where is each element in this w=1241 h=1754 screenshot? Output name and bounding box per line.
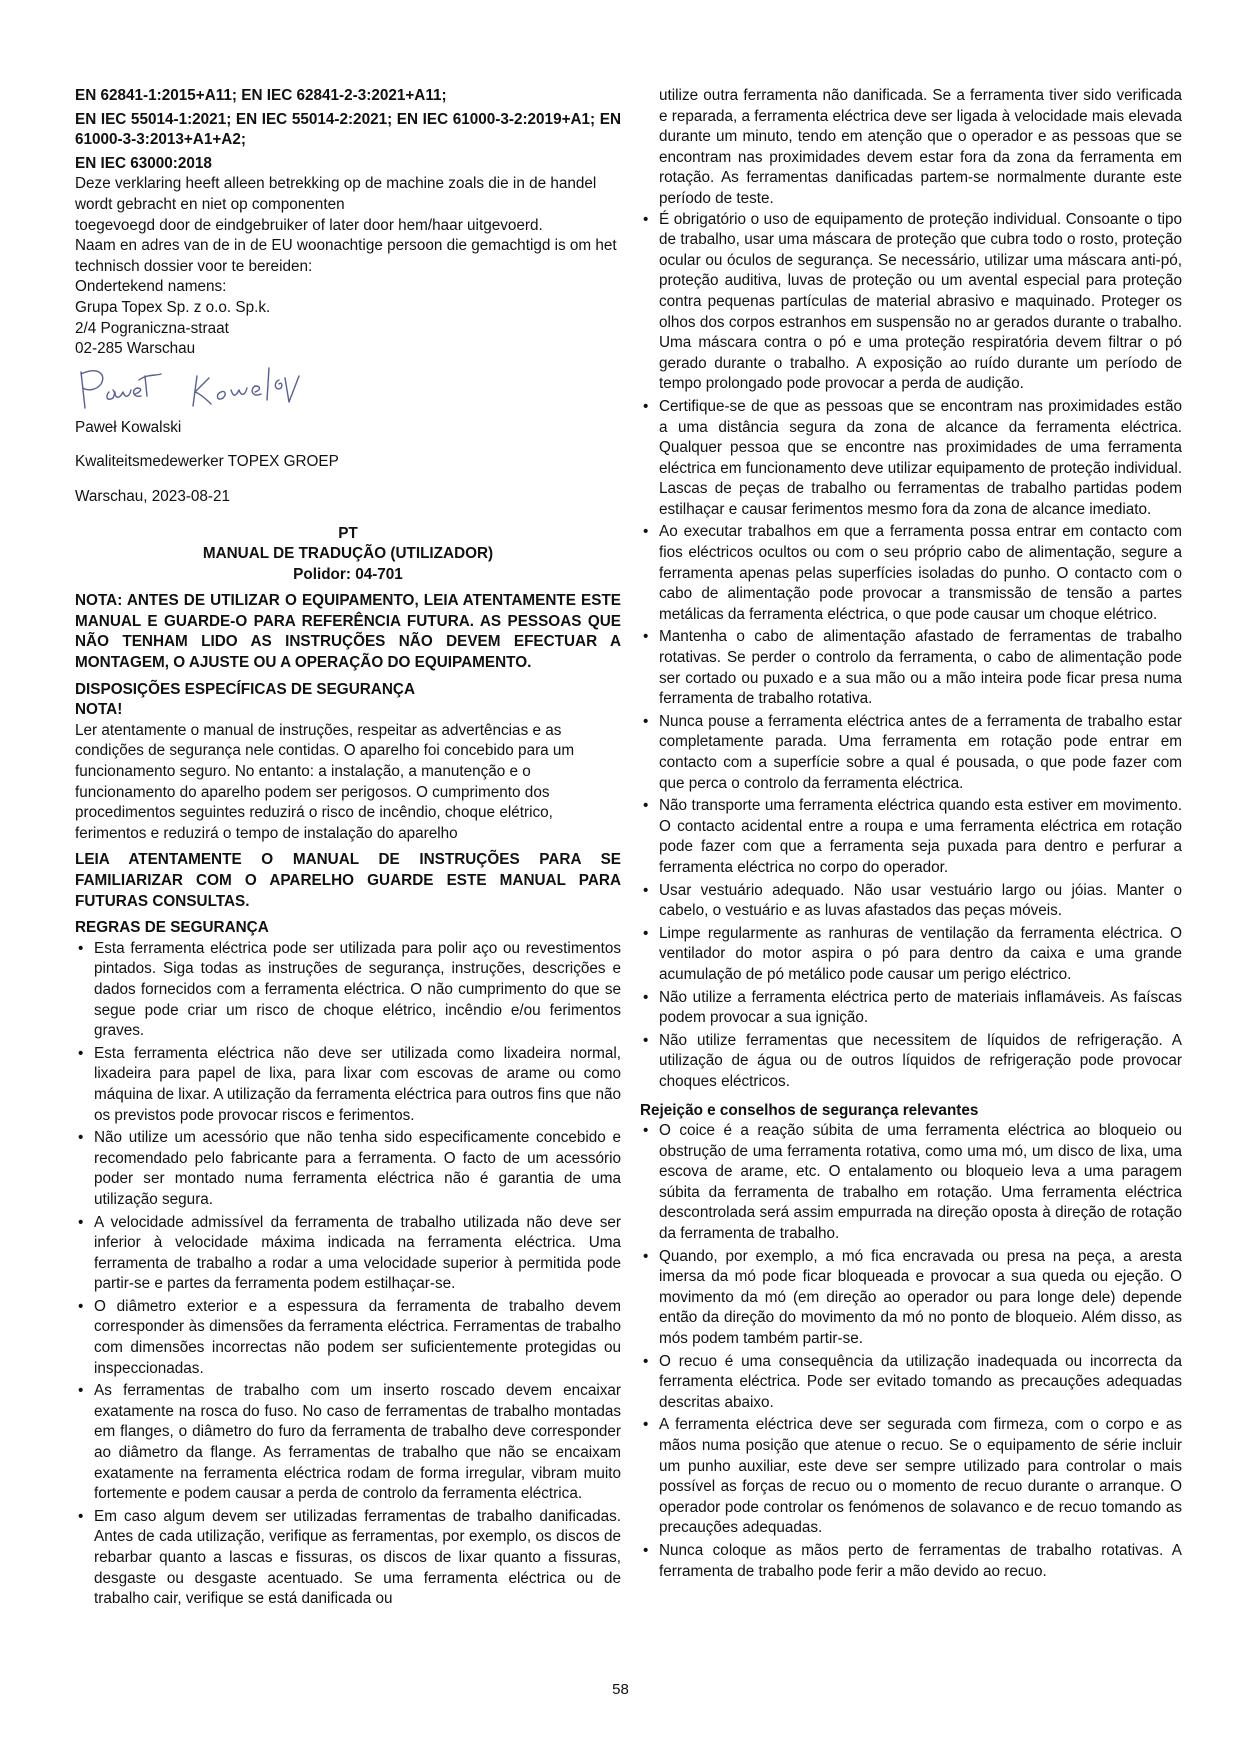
list-item: • Ao executar trabalhos em que a ferramenta possa entrar em contacto com fios eléctricos ocultos ou com o seu próprio cabo de alimentação, segure a ferramenta apenas pelas superfícies isoladas do punho. O contacto com o cabo de alimentação pode provocar a transmissão de tensão a partes metálicas da ferramenta eléctrica, o que pode causar um choque elétrico. — [640, 522, 1182, 625]
list-item: • Limpe regularmente as ranhuras de ventilação da ferramenta eléctrica. O ventilador do motor aspira o pó para dentro da caixa e uma grande acumulação de pó metálico pode causar um perigo eléctrico. — [640, 924, 1182, 986]
list-item: • A ferramenta eléctrica deve ser segurada com firmeza, com o corpo e as mãos numa posição que atenue o recuo. Se o equipamento de série incluir um punho auxiliar, este deve ser sempre utilizado para controlar o mais possível as forças de recuo ou o momento de recuo durante o arranque. O operador pode controlar os fenómenos de solavanco e de recuo tomando as precauções adequadas. — [640, 1415, 1182, 1539]
list-item: • Usar vestuário adequado. Não usar vestuário largo ou jóias. Manter o cabelo, o vestuário e as luvas afastados das peças móveis. — [640, 881, 1182, 922]
list-item: • Não utilize um acessório que não tenha sido especificamente concebido e recomendado pelo fabricante para a ferramenta. O facto de um acessório poder ser montado numa ferramenta eléctrica não é garantia de uma utilização segura. — [75, 1128, 621, 1210]
read-manual-text: LEIA ATENTAMENTE O MANUAL DE INSTRUÇÕES PARA SE FAMILIARIZAR COM O APARELHO GUARDE ESTE MANUAL PARA FUTURAS CONSULTAS. — [75, 851, 621, 910]
list-item: • É obrigatório o uso de equipamento de proteção individual. Consoante o tipo de trabalho, usar uma máscara de proteção que cubra todo o rosto, proteção ocular ou óculos de segurança. Se necessário, utilizar uma máscara anti-pó, proteção auditiva, luvas de proteção ou um avental especial para proteção contra pequenas partículas de material abrasivo e maquinado. Proteger os olhos dos corpos estranhos em suspensão no ar gerados durante o trabalho. Uma máscara contra o pó e uma proteção respiratória devem filtrar o pó gerado durante o trabalho. A exposição ao ruído durante um período de tempo prolongado pode provocar a perda de audição. — [640, 210, 1182, 395]
list-item: • Em caso algum devem ser utilizadas ferramentas de trabalho danificadas. Antes de cada utilização, verifique as ferramentas, por exemplo, os discos de rebarbar quanto a lascas e fissuras, os discos de lixar quanto a fissuras, desgaste ou desgaste acentuado. Se uma ferramenta eléctrica ou de trabalho cair, verifique se está danificada ou — [75, 1507, 621, 1610]
notice-text: NOTA: ANTES DE UTILIZAR O EQUIPAMENTO, LEIA ATENTAMENTE ESTE MANUAL E GUARDE-O PARA REFERÊNCIA FUTURA. AS PESSOAS QUE NÃO TENHAM LIDO AS INSTRUÇÕES NÃO DEVEM EFECTUAR A MONTAGEM, O AJUSTE OU A OPERAÇÃO DO EQUIPAMENTO. — [75, 592, 621, 672]
language-code: PT — [338, 524, 358, 542]
list-item: • Mantenha o cabo de alimentação afastado de ferramentas de trabalho rotativas. Se perder o controlo da ferramenta, o cabo de alimentação pode ser cortado ou puxado e a sua mão ou a mão inteira pode ficar presa numa ferramenta de trabalho rotativa. — [640, 627, 1182, 709]
standards-line-1: EN 62841-1:2015+A11; EN IEC 62841-2-3:2021+A11; — [75, 87, 447, 104]
signature-image — [75, 362, 335, 416]
list-item: • Esta ferramenta eléctrica não deve ser utilizada como lixadeira normal, lixadeira para papel de lixa, para lixar com escovas de arame ou como máquina de lixar. A utilização da ferramenta eléctrica para outros fins que não os previstos pode provocar riscos e ferimentos. — [75, 1044, 621, 1126]
signature — [75, 360, 621, 418]
list-item: • Quando, por exemplo, a mó fica encravada ou presa na peça, a aresta imersa da mó pode ficar bloqueada e provocar a sua queda ou ejeção. O movimento da mó (em direção ao operador ou para longe dele) depende então da direção do movimento da mó no ponto de bloqueio. Além disso, as mós podem também partir-se. — [640, 1247, 1182, 1350]
nota-label: NOTA! — [75, 701, 123, 719]
list-item: • O diâmetro exterior e a espessura da ferramenta de trabalho devem corresponder às dimensões da ferramenta eléctrica. Ferramentas de trabalho com dimensões incorrectas não podem ser suficientemente protegidas ou inspeccionadas. — [75, 1297, 621, 1379]
safety-heading: DISPOSIÇÕES ESPECÍFICAS DE SEGURANÇA — [75, 680, 415, 698]
signed-on-behalf: Ondertekend namens: — [75, 278, 227, 296]
standards-line-2: EN IEC 55014-1:2021; EN IEC 55014-2:2021; EN IEC 61000-3-2:2019+A1; EN 61000-3-3:2013+A1+A2; — [75, 110, 621, 149]
list-item: • As ferramentas de trabalho com um inserto roscado devem encaixar exatamente na rosca do fuso. No caso de ferramentas de trabalho montadas em flanges, o diâmetro do furo da ferramenta de trabalho deve corresponder ao diâmetro da flange. As ferramentas de trabalho que não se encaixam exatamente na ferramenta eléctrica rodam de forma irregular, vibram muito fortemente e podem causar a perda de controlo da ferramenta eléctrica. — [75, 1381, 621, 1505]
list-item: • Não utilize a ferramenta eléctrica perto de materiais inflamáveis. As faíscas podem provocar a sua ignição. — [640, 988, 1182, 1029]
signatory-role: Kwaliteitsmedewerker TOPEX GROEP — [75, 453, 339, 471]
list-item: • Não utilize ferramentas que necessitem de líquidos de refrigeração. A utilização de água ou de outros líquidos de refrigeração pode provocar choques eléctricos. — [640, 1031, 1182, 1093]
safety-rules-list-continued — [640, 210, 1182, 1093]
signatory-name: Paweł Kowalski — [75, 418, 182, 436]
left-column — [75, 86, 621, 1612]
declaration-text-1: Deze verklaring heeft alleen betrekking op de machine zoals die in de handel wordt gebracht en niet op componenten — [75, 175, 597, 213]
manual-title: MANUAL DE TRADUÇÃO (UTILIZADOR) — [202, 545, 494, 563]
rules-heading: REGRAS DE SEGURANÇA — [75, 919, 269, 937]
right-column — [640, 86, 1182, 1584]
page-number: 58 — [612, 1681, 629, 1698]
declaration-text-2: toegevoegd door de eindgebruiker of later door hem/haar uitgevoerd. — [75, 216, 543, 234]
intro-text: Ler atentamente o manual de instruções, respeitar as advertências e as condições de segurança nele contidas. O aparelho foi concebido para um funcionamento seguro. No entanto: a instalação, a manutenção e o funcionamento do aparelho podem ser perigosos. O cumprimento dos procedimentos seguintes reduzirá o risco de incêndio, choque elétrico, ferimentos e reduzirá o tempo de instalação do aparelho — [75, 721, 575, 842]
kickback-heading: Rejeição e conselhos de segurança relevantes — [640, 1101, 979, 1119]
declaration-text-3: Naam en adres van de in de EU woonachtige persoon die gemachtigd is om het technisch dossier voor te bereiden: — [75, 237, 617, 275]
place-date: Warschau, 2023-08-21 — [75, 487, 231, 505]
safety-rules-list — [75, 939, 621, 1610]
company-city: 02-285 Warschau — [75, 340, 196, 358]
company-name: Grupa Topex Sp. z o.o. Sp.k. — [75, 298, 271, 316]
list-item: • Nunca pouse a ferramenta eléctrica antes de a ferramenta de trabalho estar completamente parada. Uma ferramenta em rotação pode entrar em contacto com a superfície sobre a qual é pousada, o que pode fazer com que perca o controlo da ferramenta eléctrica. — [640, 712, 1182, 794]
list-item: • Nunca coloque as mãos perto de ferramentas de trabalho rotativas. A ferramenta de trabalho pode ferir a mão devido ao recuo. — [640, 1541, 1182, 1582]
standards-line-3: EN IEC 63000:2018 — [75, 154, 212, 172]
list-item: • Esta ferramenta eléctrica pode ser utilizada para polir aço ou revestimentos pintados. Siga todas as instruções de segurança, instruções, descrições e dados fornecidos com a ferramenta eléctrica. O não cumprimento do que se segue pode criar um risco de choque elétrico, incêndio e/ou ferimentos graves. — [75, 939, 621, 1042]
product-name: Polidor: 04-701 — [293, 565, 403, 583]
list-item: • Certifique-se de que as pessoas que se encontram nas proximidades estão a uma distância segura da zona de alcance da ferramenta eléctrica. Qualquer pessoa que se encontre nas proximidades de uma ferramenta eléctrica em funcionamento deve utilizar equipamento de proteção individual. Lascas de peças de trabalho ou ferramentas de trabalho partidas podem estilhaçar e causar ferimentos mesmo fora da zona de alcance imediato. — [640, 397, 1182, 521]
list-item: • O recuo é uma consequência da utilização inadequada ou incorrecta da ferramenta eléctrica. Pode ser evitado tomando as precauções adequadas descritas abaixo. — [640, 1352, 1182, 1414]
list-item: • O coice é a reação súbita de uma ferramenta eléctrica ao bloqueio ou obstrução de uma ferramenta rotativa, como uma mó, um disco de lixa, uma escova de arame, etc. O entalamento ou bloqueio leva a uma paragem súbita da ferramenta de trabalho em rotação. Uma ferramenta eléctrica descontrolada será assim empurrada na direção oposta à direção de rotação da ferramenta de trabalho. — [640, 1121, 1182, 1245]
list-item: • A velocidade admissível da ferramenta de trabalho utilizada não deve ser inferior à velocidade máxima indicada na ferramenta eléctrica. Uma ferramenta de trabalho a rodar a uma velocidade superior à permitida pode partir-se e partes da ferramenta podem estilhaçar-se. — [75, 1213, 621, 1295]
kickback-list — [640, 1121, 1182, 1582]
company-street: 2/4 Pograniczna-straat — [75, 319, 229, 337]
list-item: • Não transporte uma ferramenta eléctrica quando esta estiver em movimento. O contacto acidental entre a roupa e uma ferramenta eléctrica em rotação pode fazer com que a ferramenta seja puxada para dentro e perfurar a ferramenta eléctrica no corpo do operador. — [640, 796, 1182, 878]
continuation-text: utilize outra ferramenta não danificada. Se a ferramenta tiver sido verificada e reparada, a ferramenta eléctrica deve ser ligada à velocidade mais elevada durante um minuto, tendo em atenção que o operador e as pessoas que se encontram nas proximidades devem estar fora da zona da ferramenta em rotação. As ferramentas danificadas partem-se normalmente durante este período de teste. — [659, 87, 1182, 207]
